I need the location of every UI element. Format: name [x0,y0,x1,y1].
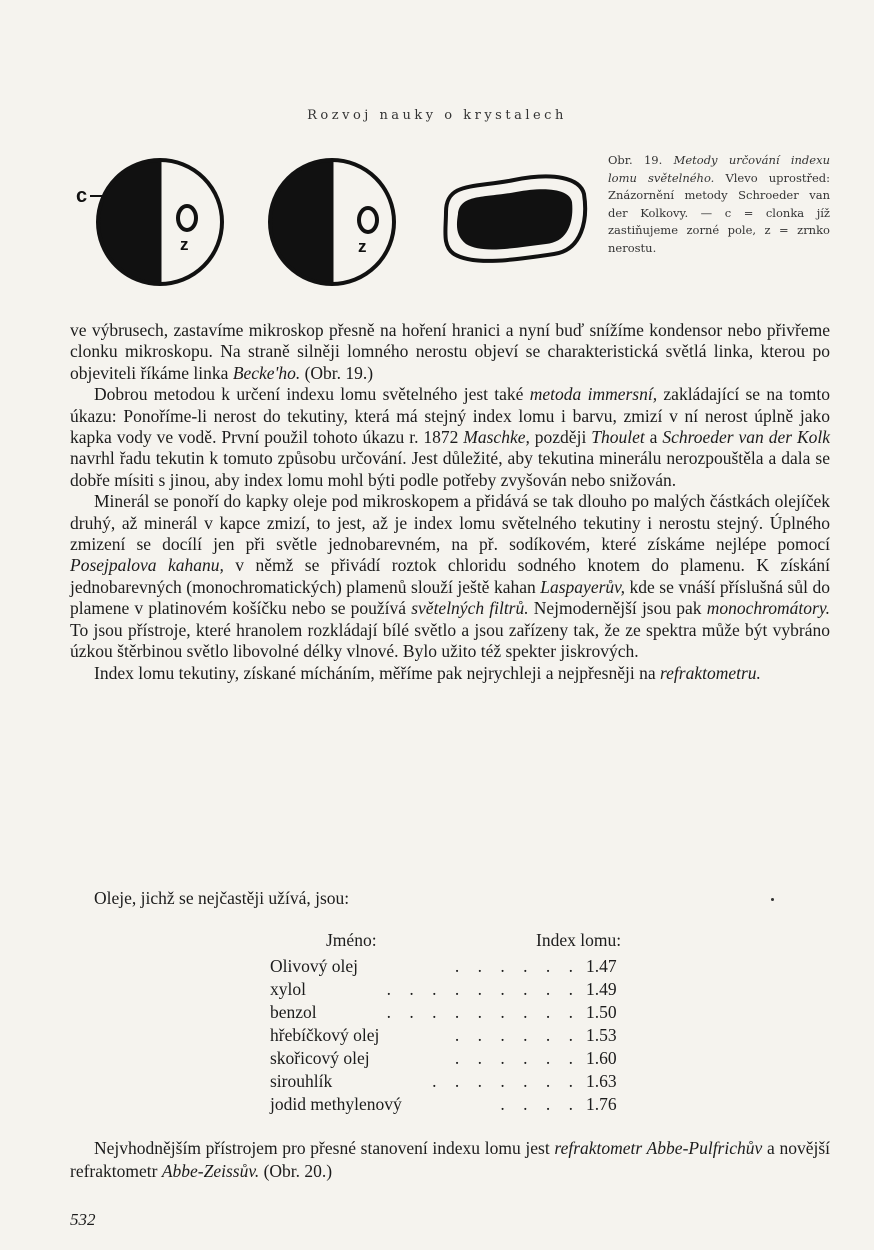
oil-index: 1.60 [586,1048,617,1068]
table-row [270,979,670,1002]
oil-name: hřebíčkový olej [270,1025,380,1045]
label-z-left: z [180,235,189,254]
print-speck [771,898,774,901]
page-number: 532 [70,1210,96,1229]
oil-index: 1.49 [586,979,617,999]
paragraph-3: Minerál se ponoří do kapky oleje pod mikroskopem a přidává se tak dlouho po malých částkách olejíček druhý, až minerál v kapce zmizí, to jest, až je index lomu světelného tekutiny i nerostu stejný. Úplného zmizení se docílí jen při světle jednobarevném, na př. sodíkovém, které získáme nejlépe pomocí Posejpalova kahanu, v němž se přivádí roztok chloridu sodného knotem do plamenu. K získání jednobarevných (monochromatických) plamenů slouží ještě kahan Laspayerův, kde se vnáší příslušná sůl do plamene v platinovém košíčku nebo se používá světelných filtrů. Nejmodernější jsou pak monochromátory. To jsou přístroje, které hranolem rozkládají bílé světlo a jsou zařízeny tak, že ze spektra může být vybráno úzkou štěrbinou světlo libovolné délky vlnové. Bylo užito též spekter jiskrových. [70,491,831,662]
oil-index: 1.53 [586,1025,617,1045]
leader-dots: . . . . . . [454,1025,580,1045]
leader-dots: . . . . . . . . . [386,979,580,999]
table-row [270,1094,670,1117]
leader-dots: . . . . . . [454,1048,580,1068]
oil-index: 1.63 [586,1071,617,1091]
table-row [270,1002,670,1025]
closing-paragraph: Nejvhodnějším přístrojem pro přesné stanovení indexu lomu jest refraktometr Abbe-Pulfrichův a novější refraktometr Abbe-Zeissův. (Obr. 20.) [70,1138,830,1181]
oil-index-table [270,930,670,1117]
oil-index: 1.76 [586,1094,617,1114]
oil-index: 1.50 [586,1002,617,1022]
leader-dots: . . . . . . . . . [386,1002,580,1022]
body-text [70,320,830,684]
paragraph-1: ve výbrusech, zastavíme mikroskop přesně na hoření hranici a nyní buď snížíme kondensor nebo přivřeme clonku mikroskopu. Na straně silněji lomného nerostu objeví se charakteristická světlá linka, kterou po objeviteli říkáme linka Becke'ho. (Obr. 19.) [70,320,830,383]
caption-title: Metody určování indexu lomu světelného. [608,153,830,185]
oil-name: sirouhlík [270,1071,333,1091]
oil-name: jodid methylenový [270,1094,402,1114]
table-header [270,930,670,956]
left-circle-diagram [90,160,222,284]
caption-text: Vlevo uprostřed: Znázornění metody Schroeder van der Kolkovy. — c = clonka jíž zastiňujeme zorné pole, z = zrnko nerostu. [608,170,831,255]
oils-intro: Oleje, jichž se nejčastěji užívá, jsou: [94,888,350,908]
oil-name: skořicový olej [270,1048,370,1068]
leader-dots: . . . . [500,1094,580,1114]
table-row [270,1071,670,1094]
leader-dots: . . . . . . [454,956,580,976]
label-z-middle: z [358,237,367,256]
label-c: c [76,185,88,207]
figure-caption [608,152,830,257]
oil-index: 1.47 [586,956,617,976]
paragraph-2: Dobrou metodou k určení indexu lomu světelného jest také metoda immersní, zakládající se na tomto úkazu: Ponoříme-li nerost do tekutiny, která má stejný index lomu i barvu, zmizí v ní nerost úplně jako kapka vody ve vodě. První použil tohoto úkazu r. 1872 Maschke, později Thoulet a Schroeder van der Kolk navrhl řadu tekutin k tomuto způsobu určování. Jest důležité, aby tekutina minerálu nerozpouštěla a dala se dobře mísiti s jinou, aby index lomu mohl býti podle potřeby zvyšován nebo snižován. [70,384,831,490]
header-index: Index lomu: [536,930,622,950]
figure-19 [74,150,594,290]
table-row [270,956,670,979]
oil-name: xylol [270,979,306,999]
mineral-grain-diagram [445,176,585,260]
caption-number: Obr. 19. [608,153,663,167]
running-head: Rozvoj nauky o krystalech [307,108,567,123]
figure-19-drawing [74,150,594,290]
table-row [270,1025,670,1048]
header-name: Jméno: [326,930,377,950]
oil-name: Olivový olej [270,956,358,976]
oil-name: benzol [270,1002,317,1022]
paragraph-4: Index lomu tekutiny, získané mícháním, měříme pak nejrychleji a nejpřesněji na refraktometru. [94,662,761,683]
leader-dots: . . . . . . . [432,1071,580,1091]
table-row [270,1048,670,1071]
middle-circle-diagram [270,160,394,284]
